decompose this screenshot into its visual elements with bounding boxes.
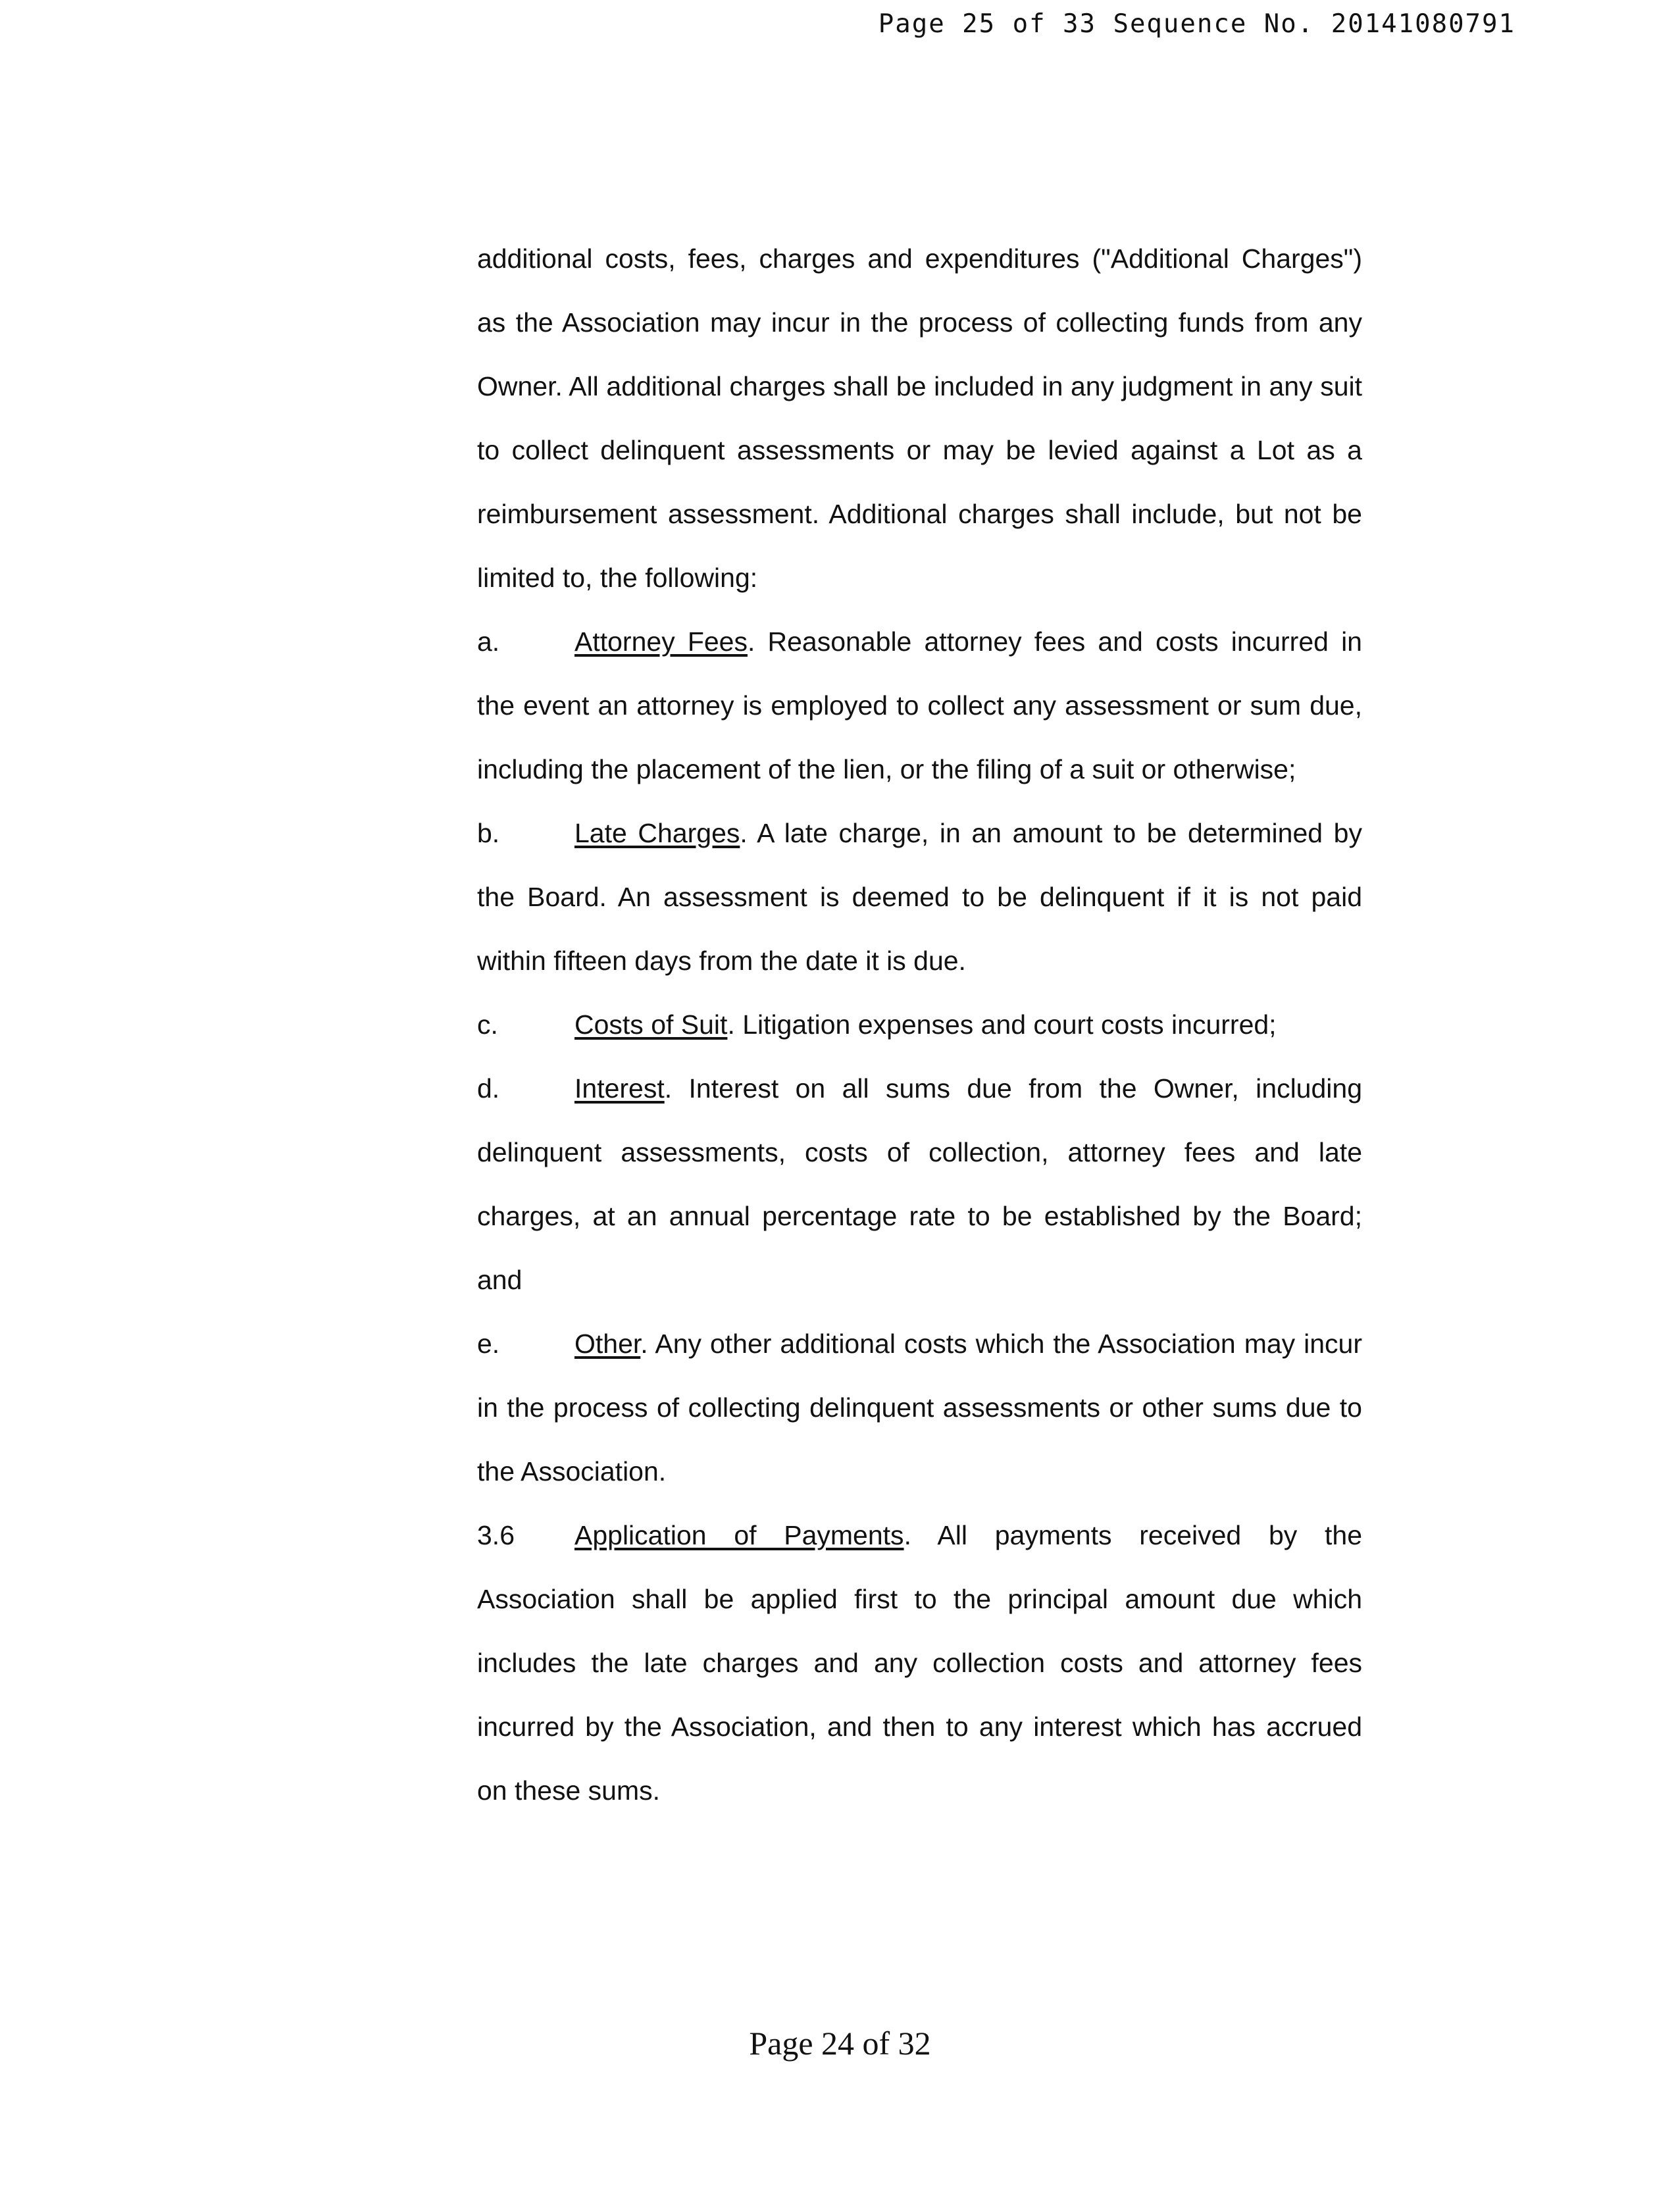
item-text: . Interest on all sums due from the Owner, including delinquent assessments, costs of collection, attorney fees and late charges, at an annual percentage rate to be established by the Board; and (477, 1073, 1362, 1295)
list-item-other (477, 1312, 1362, 1504)
item-marker: a. (477, 626, 500, 657)
section-number: 3.6 (477, 1520, 515, 1550)
page-sequence-header: Page 25 of 33 Sequence No. 20141080791 (878, 9, 1515, 39)
list-item-late-charges (477, 801, 1362, 993)
item-text: . A late charge, in an amount to be determined by the Board. An assessment is deemed to be delinquent if it is not paid within fifteen days from the date it is due. (477, 818, 1362, 976)
section-3-6-application-of-payments (477, 1504, 1362, 1823)
item-marker: e. (477, 1329, 500, 1359)
item-title: Attorney Fees (574, 626, 748, 657)
item-marker: c. (477, 1009, 498, 1040)
list-item-attorney-fees (477, 610, 1362, 801)
item-title: Interest (574, 1073, 665, 1104)
section-title: Application of Payments (574, 1520, 904, 1550)
item-marker: b. (477, 818, 500, 848)
item-text: . Any other additional costs which the Association may incur in the process of collecting delinquent assessments or other sums due to the Association. (477, 1329, 1362, 1487)
section-text: . All payments received by the Association shall be applied first to the principal amount due which includes the late charges and any collection costs and attorney fees incurred by the Association, and then to any interest which has accrued on these sums. (477, 1520, 1362, 1806)
list-item-interest (477, 1057, 1362, 1312)
item-title: Costs of Suit (574, 1009, 728, 1040)
item-text: . Litigation expenses and court costs incurred; (727, 1009, 1277, 1040)
item-title: Late Charges (574, 818, 740, 848)
item-title: Other (574, 1329, 641, 1359)
item-marker: d. (477, 1073, 500, 1104)
intro-paragraph: additional costs, fees, charges and expenditures ("Additional Charges") as the Association may incur in the process of collecting funds from any Owner. All additional charges shall be included in any judgment in any suit to collect delinquent assessments or may be levied against a Lot as a reimbursement assessment. Additional charges shall include, but not be limited to, the following: (477, 243, 1362, 593)
list-item-costs-of-suit (477, 993, 1362, 1057)
page-footer: Page 24 of 32 (749, 2025, 931, 2062)
item-text: . Reasonable attorney fees and costs incurred in the event an attorney is employed to collect any assessment or sum due, including the placement of the lien, or the filing of a suit or otherwise; (477, 626, 1362, 784)
document-body (477, 227, 1362, 1823)
